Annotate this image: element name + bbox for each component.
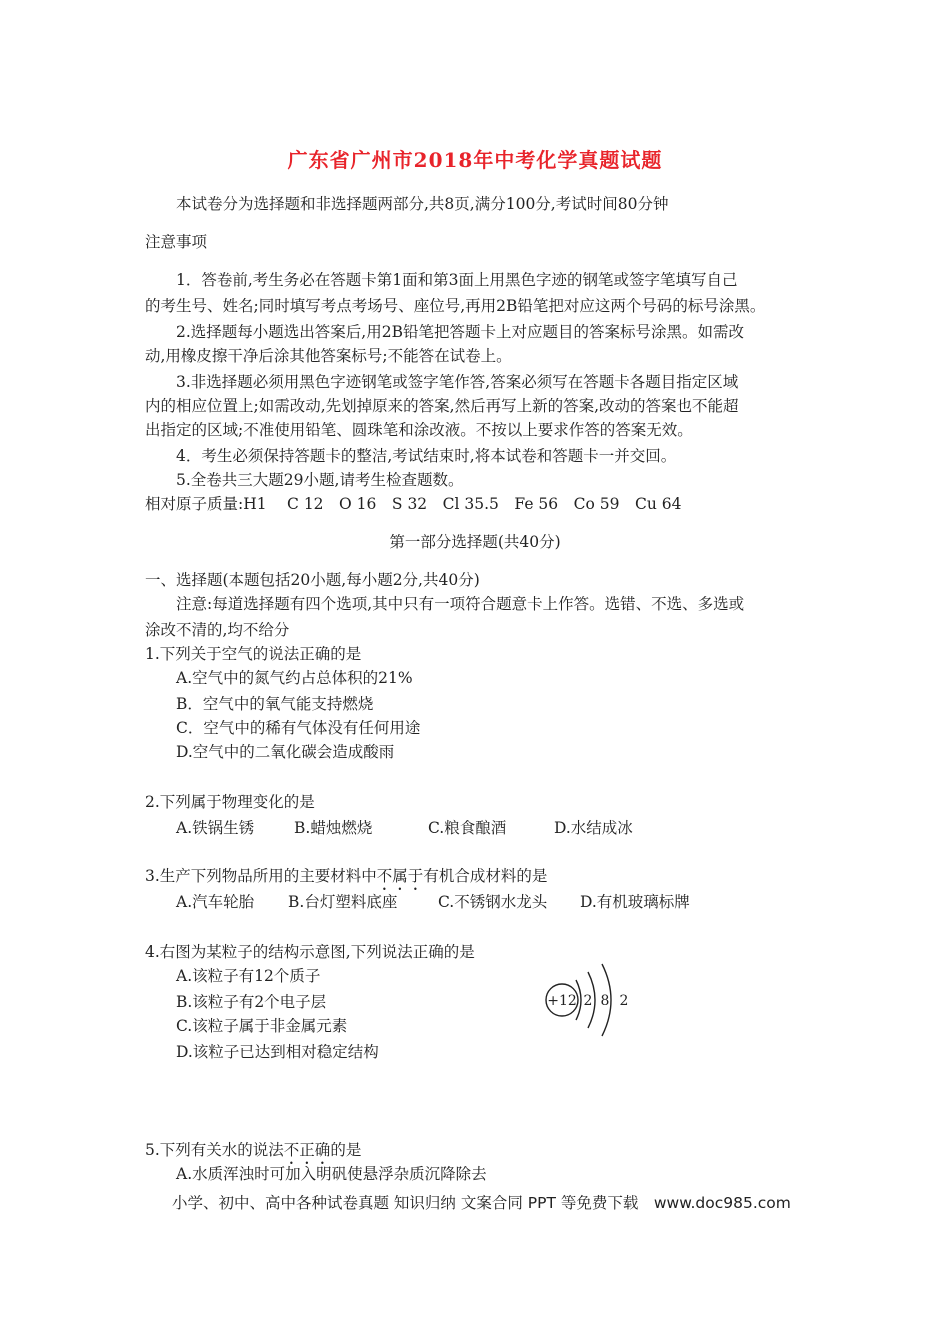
page-footer: 小学、初中、高中各种试卷真题 知识归纳 文案合同 PPT 等免费下载 www.doc985.com xyxy=(172,1194,791,1212)
section1-note: 涂改不清的,均不给分 xyxy=(145,621,290,639)
page-title: 广东省广州市2018年中考化学真题试题 xyxy=(287,148,663,172)
atom-structure-diagram xyxy=(540,960,640,1040)
question-4-option: B.该粒子有2个电子层 xyxy=(176,993,327,1011)
question-3-option: B.台灯塑料底座 xyxy=(288,893,398,911)
question-3-option: A.汽车轮胎 xyxy=(176,893,255,911)
question-2-option: B.蜡烛燃烧 xyxy=(294,819,373,837)
notice-line: 4．考生必须保持答题卡的整洁,考试结束时,将本试卷和答题卡一并交回。 xyxy=(176,447,677,465)
atomic-mass-line: 相对原子质量:H1 C 12 O 16 S 32 Cl 35.5 Fe 56 Co 59 Cu 64 xyxy=(145,495,682,513)
notice-line: 1．答卷前,考生务必在答题卡第1面和第3面上用黑色字迹的钢笔或签字笔填写自己 xyxy=(176,271,738,289)
question-2-option: D.水结成冰 xyxy=(554,819,633,837)
question-4-stem: 4.右图为某粒子的结构示意图,下列说法正确的是 xyxy=(145,943,475,961)
question-2-option: C.粮食酿酒 xyxy=(428,819,507,837)
notice-line: 出指定的区域;不准使用铅笔、圆珠笔和涂改液。不按以上要求作答的答案无效。 xyxy=(145,421,693,439)
part1-heading: 第一部分选择题(共40分) xyxy=(389,533,561,551)
question-1-option: D.空气中的二氧化碳会造成酸雨 xyxy=(176,743,395,761)
question-3-option: D.有机玻璃标牌 xyxy=(580,893,690,911)
question-1-option: B．空气中的氧气能支持燃烧 xyxy=(176,695,374,713)
question-4-option: A.该粒子有12个质子 xyxy=(176,967,321,985)
notice-line: 5.全卷共三大题29小题,请考生检查题数。 xyxy=(176,471,464,489)
nucleus-charge: +12 xyxy=(547,993,577,1009)
question-2-stem: 2.下列属于物理变化的是 xyxy=(145,793,315,811)
question-3-option: C.不锈钢水龙头 xyxy=(438,893,548,911)
intro-text: 本试卷分为选择题和非选择题两部分,共8页,满分100分,考试时间80分钟 xyxy=(176,195,669,213)
shell-electron-count: 2 xyxy=(583,993,593,1009)
section1-note: 注意:每道选择题有四个选项,其中只有一项符合题意卡上作答。选错、不选、多选或 xyxy=(176,595,745,613)
notice-heading: 注意事项 xyxy=(145,233,208,251)
question-1-option: A.空气中的氮气约占总体积的21% xyxy=(176,669,413,687)
notice-line: 动,用橡皮擦干净后涂其他答案标号;不能答在试卷上。 xyxy=(145,347,512,365)
question-5-option: A.水质浑浊时可加入明矾使悬浮杂质沉降除去 xyxy=(176,1165,487,1183)
question-5-stem: 5.下列有关水的说法不正确的是 xyxy=(145,1141,362,1159)
question-4-option: C.该粒子属于非金属元素 xyxy=(176,1017,348,1035)
question-3-stem: 3.生产下列物品所用的主要材料中不属于有机合成材料的是 xyxy=(145,867,548,885)
emphasis-text: 不属于 xyxy=(376,867,424,885)
shell-electron-count: 8 xyxy=(600,993,610,1009)
question-1-option: C．空气中的稀有气体没有任何用途 xyxy=(176,719,421,737)
emphasis-text: 不正确 xyxy=(283,1141,331,1159)
notice-line: 3.非选择题必须用黑色字迹钢笔或签字笔作答,答案必须写在答题卡各题目指定区域 xyxy=(176,373,739,391)
section1-heading: 一、选择题(本题包括20小题,每小题2分,共40分) xyxy=(145,571,480,589)
notice-line: 2.选择题每小题选出答案后,用2B铅笔把答题卡上对应题目的答案标号涂黑。如需改 xyxy=(176,323,744,341)
question-2-option: A.铁锅生锈 xyxy=(176,819,255,837)
question-4-option: D.该粒子已达到相对稳定结构 xyxy=(176,1043,379,1061)
notice-line: 的考生号、姓名;同时填写考点考场号、座位号,再用2B铅笔把对应这两个号码的标号涂黑。 xyxy=(145,297,766,315)
question-1-stem: 1.下列关于空气的说法正确的是 xyxy=(145,645,362,663)
shell-electron-count: 2 xyxy=(619,993,629,1009)
notice-line: 内的相应位置上;如需改动,先划掉原来的答案,然后再写上新的答案,改动的答案也不能超 xyxy=(145,397,739,415)
